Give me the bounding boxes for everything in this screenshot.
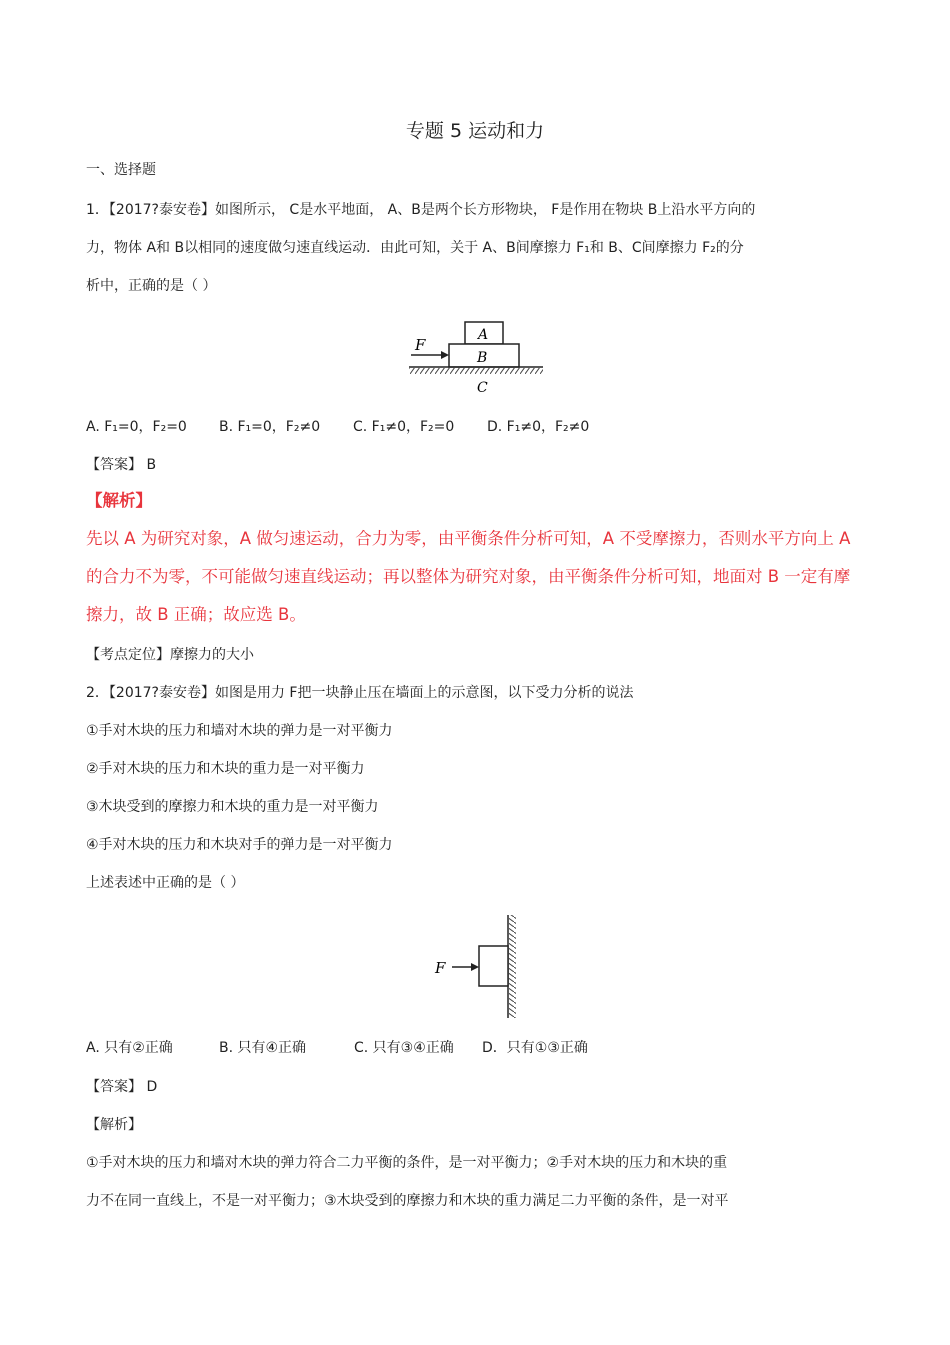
- q1-analysis-line-2: 的合力不为零，不可能做匀速直线运动；再以整体为研究对象，由平衡条件分析可知，地面对 B 一定有摩: [86, 567, 851, 586]
- page-title: 专题 5 运动和力: [405, 120, 545, 142]
- q2-options: [86, 1038, 588, 1058]
- q2-option-b: B. 只有④正确: [219, 1040, 307, 1056]
- wall-hatch: [509, 915, 516, 1018]
- q2-force-label: F: [435, 959, 446, 977]
- q1-point: 【考点定位】摩擦力的大小: [86, 647, 254, 663]
- q1-options: [86, 417, 589, 437]
- q2-figure: [430, 912, 525, 1026]
- q1-block-top-label: A: [478, 327, 489, 343]
- q2-stem: 2．【2017?泰安卷】如图是用力 F把一块静止压在墙面上的示意图，以下受力分析的说法: [86, 685, 634, 701]
- q1-analysis-line-3: 擦力，故 B 正确；故应选 B。: [86, 605, 306, 624]
- q1-option-d: D. F₁≠0，F₂≠0: [487, 419, 590, 435]
- q2-analysis-line-1: ①手对木块的压力和墙对木块的弹力符合二力平衡的条件，是一对平衡力；②手对木块的压力和木块的重: [86, 1155, 728, 1171]
- q2-item-3: ③木块受到的摩擦力和木块的重力是一对平衡力: [86, 799, 379, 815]
- q1-answer: 【答案】 B: [86, 457, 157, 473]
- q2-question: 上述表述中正确的是（ ）: [86, 875, 245, 891]
- q2-option-d: D．只有①③正确: [482, 1040, 588, 1056]
- q1-stem-line-3: 析中，正确的是（ ）: [86, 278, 217, 294]
- force-arrow: [441, 351, 449, 359]
- force-arrow: [471, 963, 479, 971]
- q1-figure: [405, 318, 550, 402]
- ground-hatch: [409, 368, 543, 374]
- q2-item-4: ④手对木块的压力和木块对手的弹力是一对平衡力: [86, 837, 393, 853]
- q1-ground-label: C: [477, 380, 488, 396]
- q1-stem-line-2: 力，物体 A和 B以相同的速度做匀速直线运动．由此可知，关于 A、B间摩擦力 F₁和 B、C间摩擦力 F₂的分: [86, 240, 744, 256]
- q1-option-a: A. F₁=0，F₂=0: [86, 419, 187, 435]
- q2-item-1: ①手对木块的压力和墙对木块的弹力是一对平衡力: [86, 723, 393, 739]
- q1-option-b: B. F₁=0，F₂≠0: [219, 419, 321, 435]
- q2-option-a: A. 只有②正确: [86, 1040, 173, 1056]
- q1-analysis-heading: 【解析】: [86, 491, 152, 510]
- q2-option-c: C. 只有③④正确: [354, 1040, 454, 1056]
- wood-block: [479, 946, 508, 986]
- q1-analysis-line-1: 先以 A 为研究对象，A 做匀速运动，合力为零，由平衡条件分析可知，A 不受摩擦力，否则水平方向上 A: [86, 529, 851, 548]
- q2-analysis-heading: 【解析】: [86, 1117, 142, 1133]
- q1-block-bottom-label: B: [477, 350, 488, 366]
- q2-item-2: ②手对木块的压力和木块的重力是一对平衡力: [86, 761, 365, 777]
- q1-stem-line-1: 1．【2017?泰安卷】如图所示， C是水平地面， A、B是两个长方形物块， F是作用在物块 B上沿水平方向的: [86, 202, 756, 218]
- q2-analysis-line-2: 力不在同一直线上，不是一对平衡力；③木块受到的摩擦力和木块的重力满足二力平衡的条件，是一对平: [86, 1193, 729, 1209]
- q2-answer: 【答案】 D: [86, 1079, 158, 1095]
- q1-force-label: F: [415, 336, 426, 354]
- q1-option-c: C. F₁≠0，F₂=0: [353, 419, 455, 435]
- section-heading: 一、选择题: [86, 162, 156, 178]
